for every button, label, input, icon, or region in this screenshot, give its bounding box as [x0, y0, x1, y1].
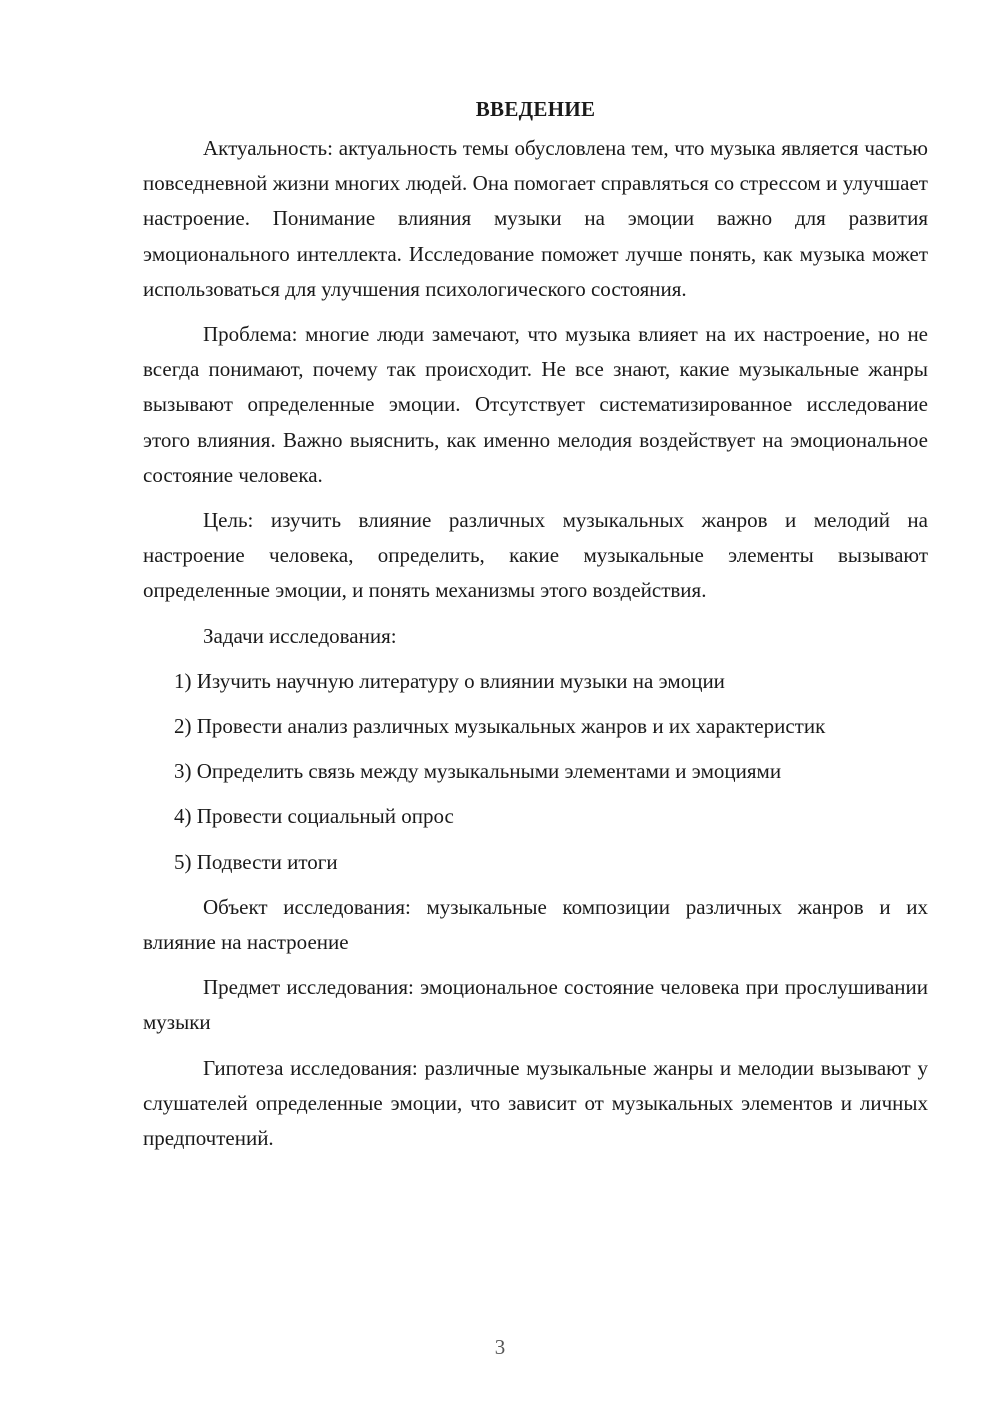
- document-page: [143, 92, 928, 1166]
- task-item: 5) Подвести итоги: [174, 849, 338, 874]
- relevance-paragraph: Актуальность: актуальность темы обусловлена тем, что музыка является частью повседневной жизни многих людей. Она помогает справляться со стрессом и улучшает настроение. Понимание влияния музыки на эмоции важно для развития эмоционального интеллекта. Исследование поможет лучше понять, как музыка может использоваться для улучшения психологического состояния.: [143, 136, 928, 301]
- object-paragraph: Объект исследования: музыкальные композиции различных жанров и их влияние на настроение: [143, 894, 928, 955]
- problem-paragraph: Проблема: многие люди замечают, что музыка влияет на их настроение, но не всегда понимают, почему так происходит. Не все знают, какие музыкальные жанры вызывают определенные эмоции. Отсутствует систематизированное исследование этого влияния. Важно выяснить, как именно мелодия воздействует на эмоциональное состояние человека.: [143, 322, 928, 487]
- tasks-heading: Задачи исследования:: [203, 623, 397, 648]
- section-title: ВВЕДЕНИЕ: [475, 97, 596, 121]
- task-item: 3) Определить связь между музыкальными элементами и эмоциями: [174, 759, 782, 784]
- task-item: 1) Изучить научную литературу о влиянии музыки на эмоции: [174, 668, 725, 693]
- page-number: 3: [494, 1335, 506, 1359]
- hypothesis-paragraph: Гипотеза исследования: различные музыкальные жанры и мелодии вызывают у слушателей определенные эмоции, что зависит от музыкальных элементов и личных предпочтений.: [143, 1055, 928, 1151]
- goal-paragraph: Цель: изучить влияние различных музыкальных жанров и мелодий на настроение человека, определить, какие музыкальные элементы вызывают определенные эмоции, и понять механизмы этого воздействия.: [143, 508, 928, 603]
- task-item: 2) Провести анализ различных музыкальных жанров и их характеристик: [174, 714, 826, 739]
- task-item: 4) Провести социальный опрос: [174, 804, 454, 829]
- subject-paragraph: Предмет исследования: эмоциональное состояние человека при прослушивании музыки: [143, 975, 928, 1035]
